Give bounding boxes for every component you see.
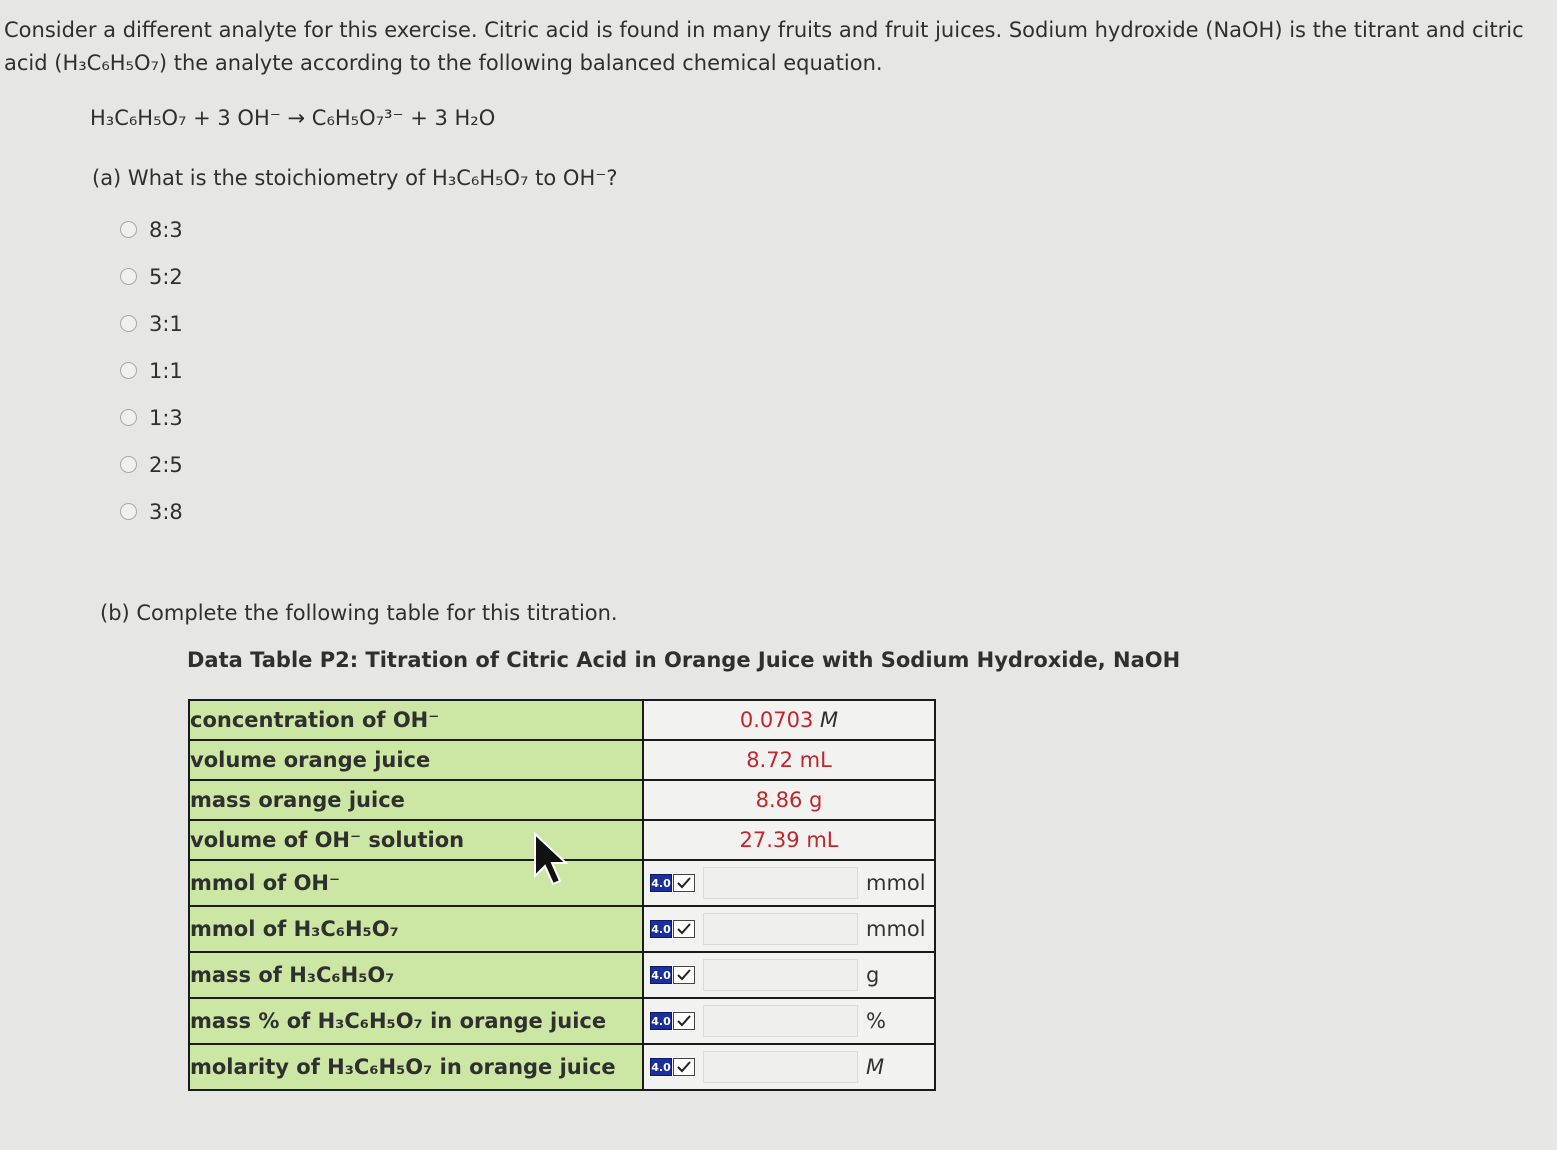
significant-figures-icon[interactable]: 4.0 bbox=[650, 1058, 672, 1076]
mass-citric-acid-input[interactable] bbox=[703, 959, 858, 991]
unit-label: M bbox=[866, 1055, 885, 1079]
check-icon[interactable] bbox=[673, 920, 695, 938]
significant-figures-icon[interactable]: 4.0 bbox=[650, 874, 672, 892]
given-value-cell bbox=[643, 740, 935, 780]
radio-button[interactable] bbox=[120, 268, 137, 285]
check-icon[interactable] bbox=[673, 966, 695, 984]
entry-cell bbox=[643, 1044, 935, 1090]
option-label: 1:3 bbox=[149, 405, 183, 430]
significant-figures-icon[interactable]: 4.0 bbox=[650, 920, 672, 938]
given-unit: mL bbox=[799, 748, 832, 772]
given-unit: g bbox=[809, 788, 823, 812]
radio-button[interactable] bbox=[120, 362, 137, 379]
significant-figures-icon[interactable]: 4.0 bbox=[650, 1012, 672, 1030]
given-value: 0.0703 bbox=[739, 708, 814, 732]
option-label: 8:3 bbox=[149, 217, 183, 242]
mmol-citric-acid-input[interactable] bbox=[703, 913, 858, 945]
row-label: volume of OH⁻ solution bbox=[189, 820, 643, 860]
radio-button[interactable] bbox=[120, 221, 137, 238]
radio-button[interactable] bbox=[120, 503, 137, 520]
row-label: volume orange juice bbox=[189, 740, 643, 780]
radio-button[interactable] bbox=[120, 315, 137, 332]
radio-button[interactable] bbox=[120, 456, 137, 473]
row-label: mass % of H₃C₆H₅O₇ in orange juice bbox=[189, 998, 643, 1044]
unit-label: mmol bbox=[866, 917, 926, 941]
question-b: (b) Complete the following table for this titration. bbox=[100, 601, 618, 625]
row-label: mass orange juice bbox=[189, 780, 643, 820]
check-icon[interactable] bbox=[673, 1058, 695, 1076]
table-title: Data Table P2: Titration of Citric Acid in Orange Juice with Sodium Hydroxide, NaOH bbox=[187, 648, 1181, 672]
given-value: 8.72 bbox=[746, 748, 793, 772]
table-row bbox=[189, 780, 935, 820]
option-label: 3:1 bbox=[149, 311, 183, 336]
table-row bbox=[189, 1044, 935, 1090]
entry-cell bbox=[643, 998, 935, 1044]
given-value-cell bbox=[643, 820, 935, 860]
table-row bbox=[189, 998, 935, 1044]
entry-cell bbox=[643, 906, 935, 952]
answer-options bbox=[120, 206, 183, 535]
check-icon[interactable] bbox=[673, 874, 695, 892]
row-label: mass of H₃C₆H₅O₇ bbox=[189, 952, 643, 998]
option-1-1[interactable] bbox=[120, 347, 183, 394]
data-table bbox=[188, 699, 936, 1091]
mouse-pointer-icon bbox=[533, 832, 569, 892]
option-5-2[interactable] bbox=[120, 253, 183, 300]
significant-figures-icon[interactable]: 4.0 bbox=[650, 966, 672, 984]
option-8-3[interactable] bbox=[120, 206, 183, 253]
table-row bbox=[189, 906, 935, 952]
row-label: mmol of H₃C₆H₅O₇ bbox=[189, 906, 643, 952]
option-label: 2:5 bbox=[149, 452, 183, 477]
intro-text: Consider a different analyte for this exercise. Citric acid is found in many fruits and fruit juices. Sodium hydroxide (NaOH) is the titrant and citric acid (H₃C₆H₅O₇) the analyte according to the following balanced chemical equation. bbox=[4, 18, 1524, 75]
molarity-input[interactable] bbox=[703, 1051, 858, 1083]
unit-label: % bbox=[866, 1009, 886, 1033]
radio-button[interactable] bbox=[120, 409, 137, 426]
mass-percent-input[interactable] bbox=[703, 1005, 858, 1037]
option-3-1[interactable] bbox=[120, 300, 183, 347]
mmol-oh-input[interactable] bbox=[703, 867, 858, 899]
option-2-5[interactable] bbox=[120, 441, 183, 488]
check-icon[interactable] bbox=[673, 1012, 695, 1030]
row-label: mmol of OH⁻ bbox=[189, 860, 643, 906]
option-label: 1:1 bbox=[149, 358, 183, 383]
table-row bbox=[189, 952, 935, 998]
chemical-equation: H₃C₆H₅O₇ + 3 OH⁻ → C₆H₅O₇³⁻ + 3 H₂O bbox=[90, 106, 496, 130]
given-value-cell bbox=[643, 700, 935, 740]
option-1-3[interactable] bbox=[120, 394, 183, 441]
option-label: 3:8 bbox=[149, 499, 183, 524]
given-value: 8.86 bbox=[755, 788, 803, 812]
entry-cell bbox=[643, 860, 935, 906]
given-unit: mL bbox=[806, 828, 839, 852]
unit-label: mmol bbox=[866, 871, 926, 895]
entry-cell bbox=[643, 952, 935, 998]
unit-label: g bbox=[866, 963, 880, 987]
given-value: 27.39 bbox=[739, 828, 800, 852]
table-row bbox=[189, 700, 935, 740]
given-value-cell bbox=[643, 780, 935, 820]
row-label: concentration of OH⁻ bbox=[189, 700, 643, 740]
row-label: molarity of H₃C₆H₅O₇ in orange juice bbox=[189, 1044, 643, 1090]
question-a: (a) What is the stoichiometry of H₃C₆H₅O₇ to OH⁻? bbox=[92, 166, 618, 190]
option-3-8[interactable] bbox=[120, 488, 183, 535]
table-row bbox=[189, 740, 935, 780]
option-label: 5:2 bbox=[149, 264, 183, 289]
given-unit: M bbox=[820, 708, 839, 732]
